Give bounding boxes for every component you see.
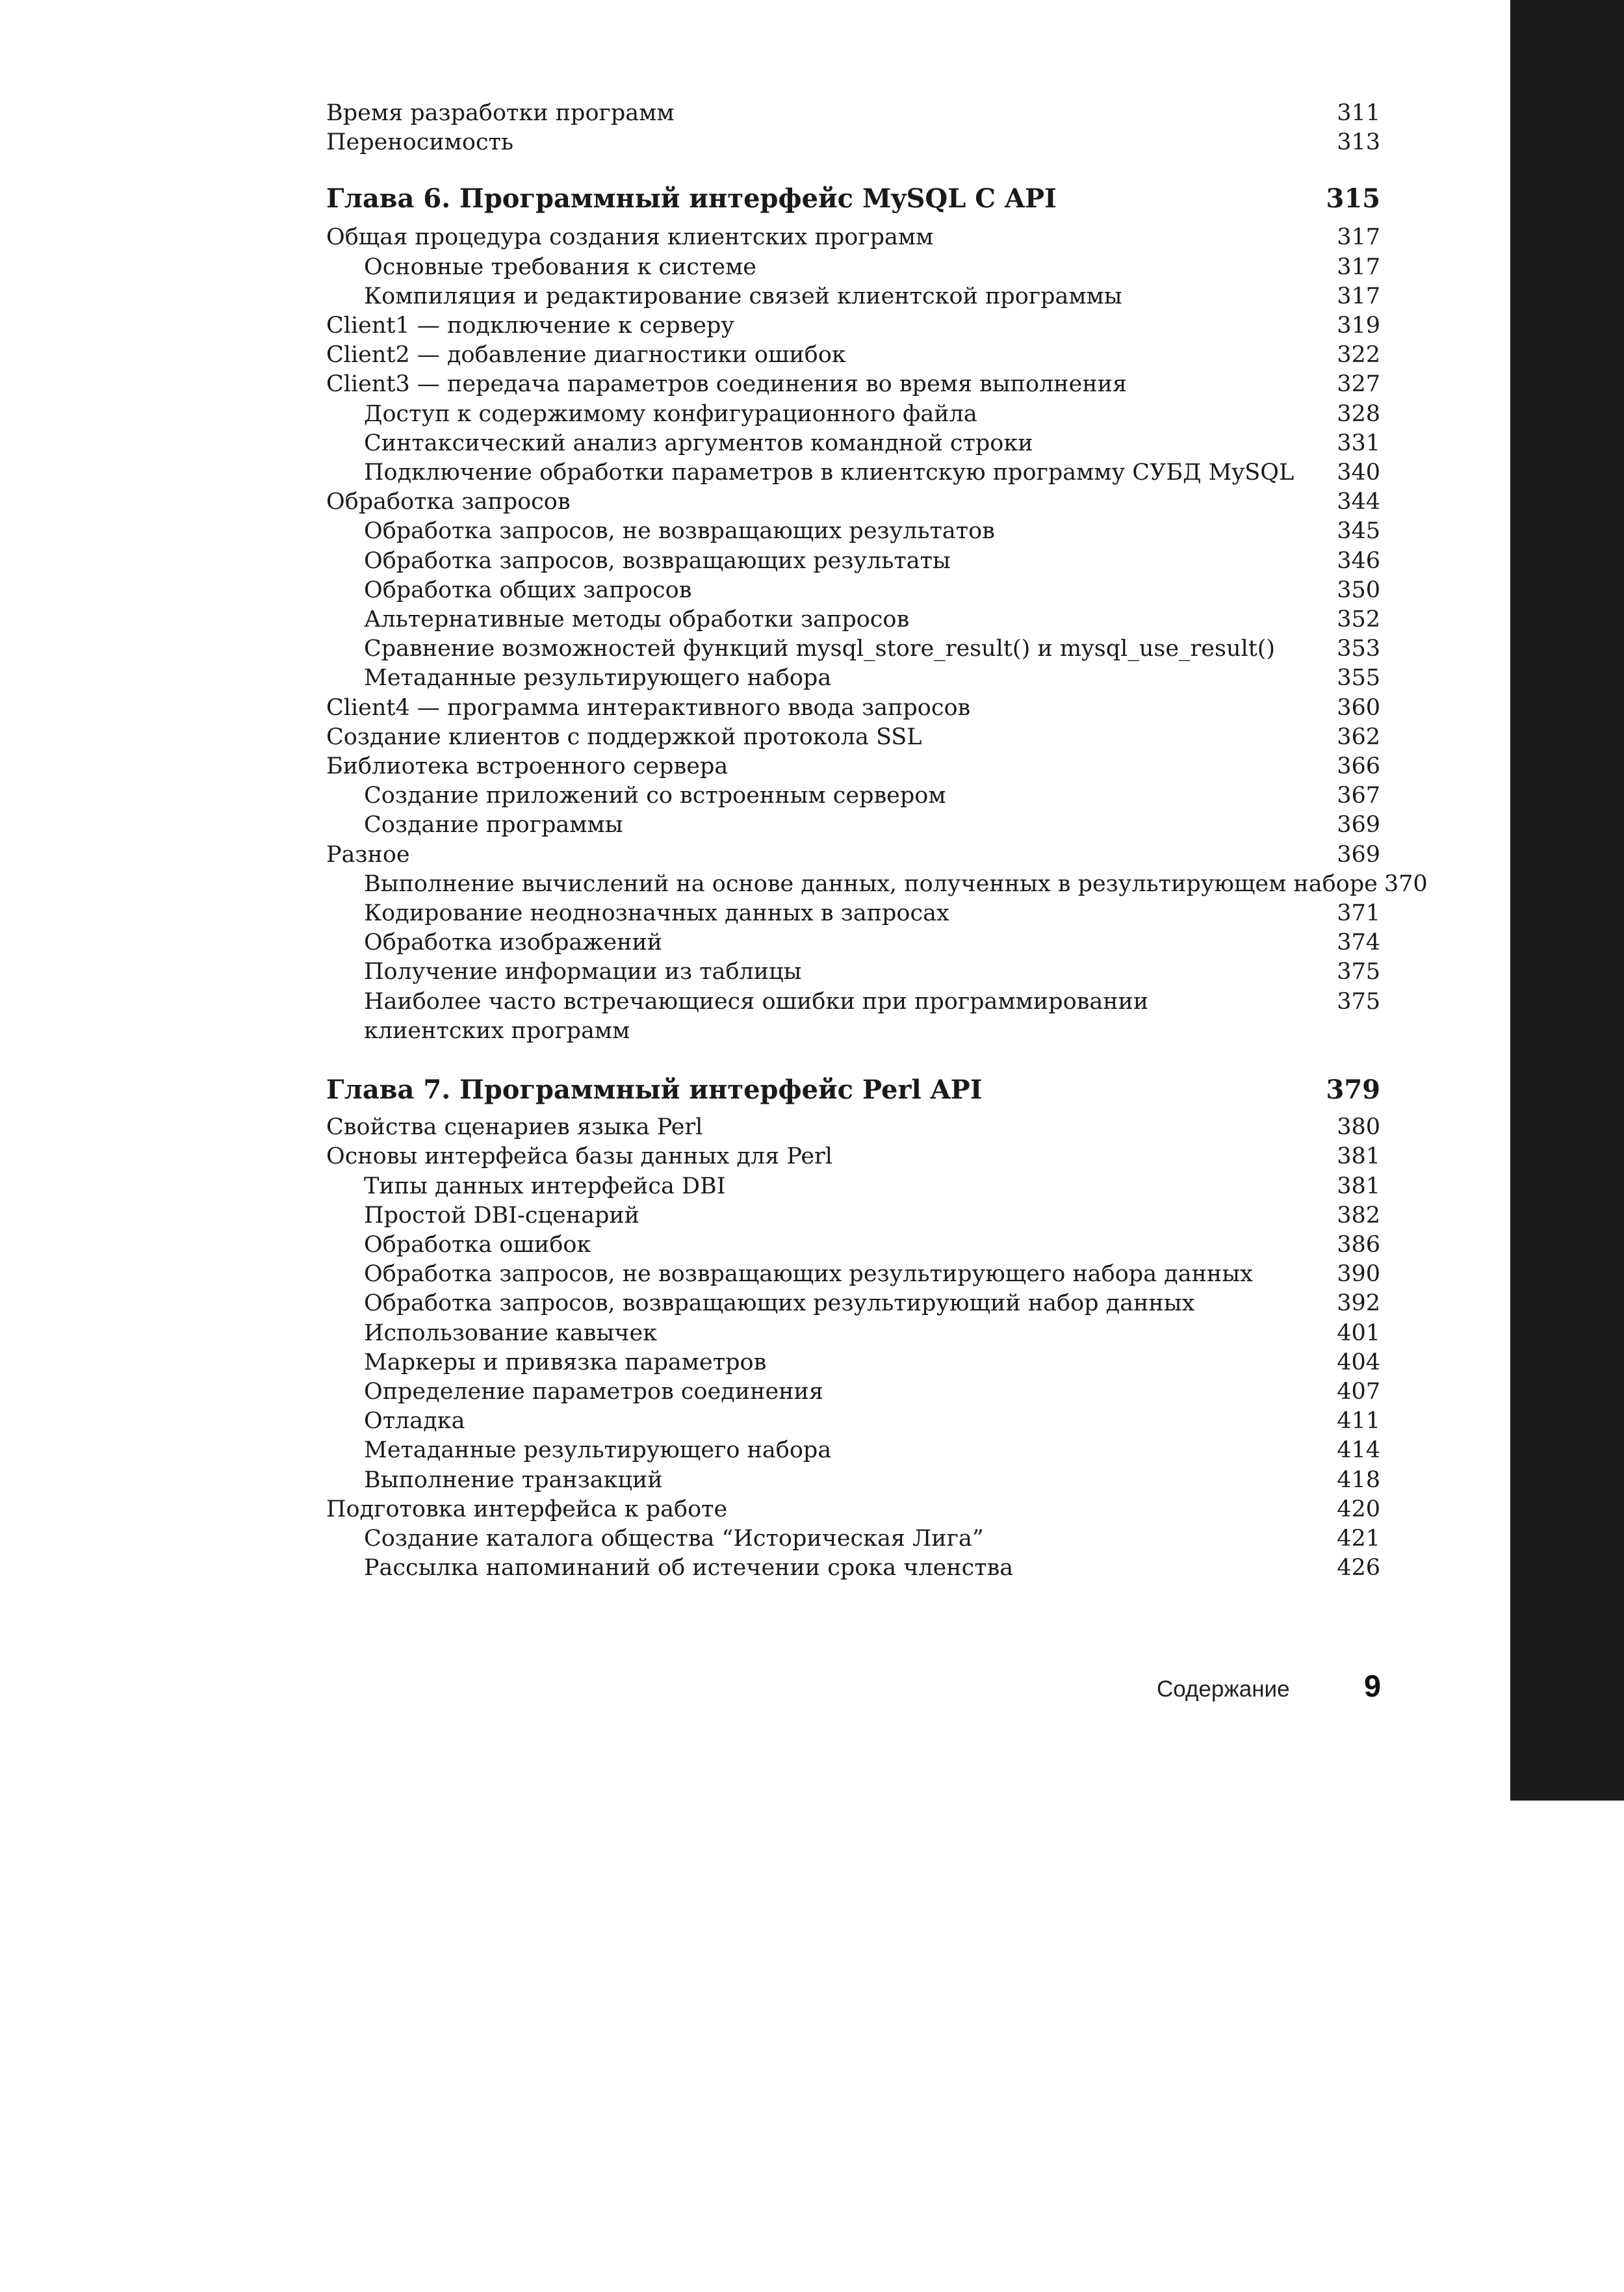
toc-entry-page: 404 [1337,1349,1380,1375]
toc-entry [326,547,1380,576]
chapter-title: Глава 7. Программный интерфейс Perl API [326,1074,983,1106]
toc-entry [326,458,1380,488]
toc-entry-title: Время разработки программ [326,100,675,126]
toc-entry [326,282,1380,311]
toc-entry-title: Определение параметров соединения [364,1378,823,1405]
toc-entry-page: 313 [1337,129,1380,156]
toc-entry-title: Обработка изображений [364,930,663,956]
toc-entry [326,723,1380,752]
toc-entry-page: 345 [1337,518,1380,545]
toc-entry [326,634,1380,664]
toc-entry-page: 327 [1337,371,1380,398]
toc-entry-page: 380 [1337,1114,1380,1141]
toc-entry [326,811,1380,840]
toc-entry [326,1524,1380,1554]
toc-entry [326,1172,1380,1201]
chapter-7-entries [326,1113,1380,1583]
toc-entry-page: 328 [1337,400,1380,427]
toc-entry-page: 317 [1337,254,1380,280]
toc-entry-page: 421 [1337,1525,1380,1552]
toc-entry-title: Основные требования к системе [364,254,757,280]
chapter-page: 379 [1326,1074,1380,1106]
toc-entry-page: 374 [1337,930,1380,956]
toc-entry-page: 367 [1337,783,1380,809]
toc-entry-title: Альтернативные методы обработки запросов [364,606,910,633]
toc-entry-title: Обработка ошибок [364,1231,591,1258]
toc-entry-title: Client1 — подключение к серверу [326,313,735,339]
toc-entry-title: Синтаксический анализ аргументов командной строки [364,430,1033,456]
toc-entry [326,781,1380,811]
toc-entry-page: 369 [1337,812,1380,839]
toc-entry [326,664,1380,693]
toc-entry [326,488,1380,517]
toc-entry [326,1231,1380,1260]
toc-entry [326,1377,1380,1407]
toc-entry [326,694,1380,723]
toc-entry-title: Библиотека встроенного сервера [326,753,728,780]
toc-entry-page: 414 [1337,1437,1380,1464]
toc-entry-title: Обработка запросов, не возвращающих результирующего набора данных [364,1261,1253,1288]
toc-entry-title: Маркеры и привязка параметров [364,1349,767,1375]
toc-entry [326,341,1380,370]
footer-label: Содержание [1157,1676,1290,1702]
chapter-heading [326,1074,1380,1105]
toc-entry [326,1319,1380,1348]
toc-entry-page: 362 [1337,723,1380,750]
toc-entry-page: 381 [1337,1143,1380,1170]
toc-entry-page: 401 [1337,1320,1380,1346]
chapter-6-entries [326,223,1428,1046]
toc-entry [326,1113,1380,1142]
toc-entry-title: Доступ к содержимому конфигурационного файла [364,400,977,427]
toc-entry [326,1260,1380,1289]
toc-entry-title: Подготовка интерфейса к работе [326,1496,728,1522]
toc-entry [326,1142,1380,1171]
toc-entry-title: Основы интерфейса базы данных для Perl [326,1143,832,1170]
chapter-page: 315 [1326,183,1380,215]
chapter-title: Глава 6. Программный интерфейс MySQL C API [326,183,1057,215]
toc-entry-page: 392 [1337,1290,1380,1317]
toc-entry [326,576,1380,605]
chapter-heading [326,183,1380,214]
toc-entry-title: Наиболее часто встречающиеся ошибки при программировании клиентских программ [364,988,1149,1044]
toc-entry-page: 311 [1337,100,1380,126]
toc-entry [326,957,1380,987]
toc-entry-page: 420 [1337,1496,1380,1522]
toc-entry-title: Типы данных интерфейса DBI [364,1173,726,1199]
toc-entry-page: 370 [1384,870,1428,897]
page-footer [1157,1668,1381,1704]
toc-entry-page: 353 [1337,636,1380,662]
toc-entry-page: 369 [1337,841,1380,868]
toc-entry-title: Обработка запросов, возвращающих результирующий набор данных [364,1290,1195,1317]
toc-entry-page: 355 [1337,665,1380,692]
toc-entry-page: 360 [1337,694,1380,721]
toc-entry [326,899,1380,928]
pre-entries [326,99,1380,157]
toc-entry-page: 352 [1337,606,1380,633]
toc-entry [326,870,1428,899]
toc-entry-title: Создание каталога общества “Историческая Лига” [364,1525,984,1552]
toc-entry [326,128,1380,157]
toc-entry-title: Обработка запросов, не возвращающих результатов [364,518,995,545]
toc-entry-page: 317 [1337,283,1380,309]
toc-entry-title: Выполнение вычислений на основе данных, полученных в результирующем наборе [364,870,1378,897]
toc-entry [326,1436,1380,1465]
toc-entry-title: Создание приложений со встроенным сервером [364,783,946,809]
toc-entry [326,1407,1380,1436]
toc-entry [326,99,1380,128]
toc-entry [326,752,1380,781]
toc-entry [326,840,1380,870]
toc-entry [326,517,1380,546]
toc-entry-title: Сравнение возможностей функций mysql_store_result() и mysql_use_result() [364,636,1276,662]
toc-entry-title: Простой DBI-сценарий [364,1202,639,1229]
toc-entry-page: 340 [1337,460,1380,486]
toc-entry-title: Свойства сценариев языка Perl [326,1114,703,1141]
toc-entry-title: Рассылка напоминаний об истечении срока членства [364,1555,1014,1582]
toc-entry-page: 426 [1337,1555,1380,1582]
toc-entry-title: Client4 — программа интерактивного ввода запросов [326,694,971,721]
toc-entry [326,1201,1380,1231]
toc-entry [326,1495,1380,1524]
scan-edge-shadow [1510,0,1624,1801]
toc-entry [326,223,1380,252]
toc-entry-title: Метаданные результирующего набора [364,665,832,692]
toc-entry-page: 382 [1337,1202,1380,1229]
toc-entry [326,605,1380,634]
toc-entry-page: 386 [1337,1231,1380,1258]
toc-entry-title: Создание программы [364,812,623,839]
toc-entry [326,429,1380,458]
toc-entry [326,311,1380,341]
toc-entry-title: Метаданные результирующего набора [364,1437,832,1464]
toc-entry-page: 331 [1337,430,1380,456]
toc-entry [326,987,1380,1046]
toc-entry [326,370,1380,399]
toc-entry-page: 381 [1337,1173,1380,1199]
page-number: 9 [1363,1669,1381,1703]
toc-entry-page: 375 [1337,959,1380,985]
toc-entry [326,928,1380,957]
toc-entry-title: Создание клиентов с поддержкой протокола SSL [326,723,922,750]
toc-entry-title: Обработка запросов [326,489,571,515]
toc-entry-title: Использование кавычек [364,1320,658,1346]
toc-entry-title: Получение информации из таблицы [364,959,802,985]
toc-entry-title: Переносимость [326,129,513,156]
toc-entry-title: Компиляция и редактирование связей клиентской программы [364,283,1122,309]
toc-entry-page: 390 [1337,1261,1380,1288]
toc-entry-title: Кодирование неоднозначных данных в запросах [364,900,949,927]
toc-entry-page: 375 [1337,988,1380,1015]
toc-entry-page: 371 [1337,900,1380,927]
toc-entry-page: 411 [1337,1408,1380,1435]
toc-entry-title: Обработка общих запросов [364,577,692,603]
toc-entry-page: 322 [1337,342,1380,369]
toc-entry-page: 346 [1337,547,1380,574]
toc-entry-page: 366 [1337,753,1380,780]
toc-entry [326,1348,1380,1377]
toc-entry-title: Разное [326,841,410,868]
toc-entry-title: Подключение обработки параметров в клиентскую программу СУБД MySQL [364,460,1295,486]
toc-entry-page: 407 [1337,1378,1380,1405]
toc-entry [326,1466,1380,1495]
toc-entry-page: 418 [1337,1466,1380,1493]
toc-entry-page: 344 [1337,489,1380,515]
toc-entry-title: Отладка [364,1408,465,1435]
table-of-contents [326,99,1428,1583]
toc-entry-title: Обработка запросов, возвращающих результаты [364,547,951,574]
toc-entry [326,1289,1380,1318]
toc-entry-title: Выполнение транзакций [364,1466,663,1493]
toc-entry [326,1554,1380,1583]
toc-entry [326,253,1380,282]
toc-entry-title: Client2 — добавление диагностики ошибок [326,342,846,369]
toc-entry-page: 319 [1337,313,1380,339]
toc-entry-title: Общая процедура создания клиентских программ [326,224,934,251]
toc-entry-page: 317 [1337,224,1380,251]
toc-entry-title: Client3 — передача параметров соединения во время выполнения [326,371,1128,398]
toc-entry [326,400,1380,429]
toc-entry-page: 350 [1337,577,1380,603]
